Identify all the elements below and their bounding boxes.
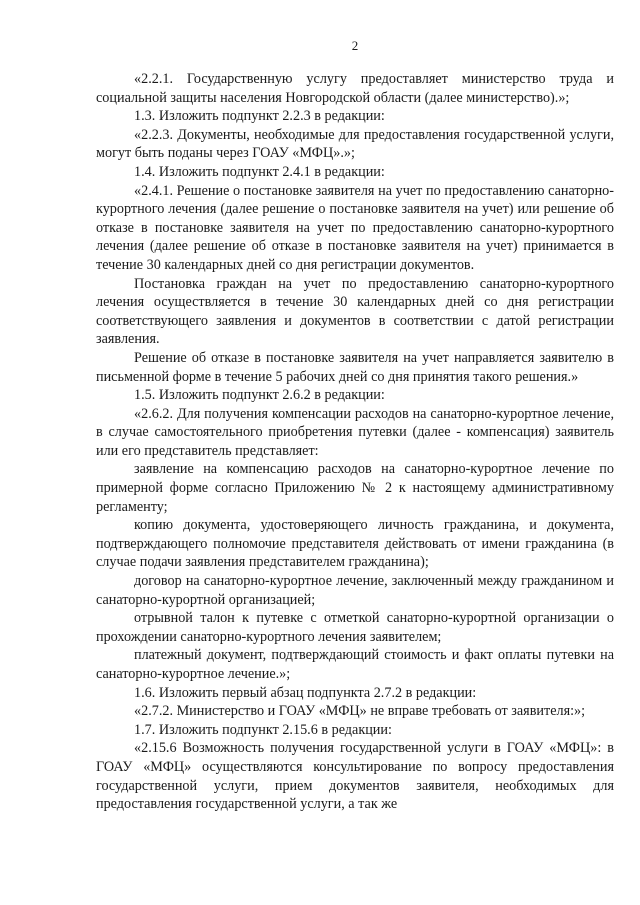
paragraph: заявление на компенсацию расходов на санаторно-курортное лечение по примерной форме согласно Приложению № 2 к настоящему административному регламенту; [96,461,614,515]
paragraph: «2.6.2. Для получения компенсации расходов на санаторно-курортное лечение, в случае самостоятельного приобретения путевки (далее - компенсация) заявитель или его представитель представляет: [96,405,614,459]
paragraph: 1.5. Изложить подпункт 2.6.2 в редакции: [134,387,385,404]
paragraph: «2.4.1. Решение о постановке заявителя на учет по предоставлению санаторно-курортного лечения (далее решение о постановке заявителя на учет) или решение об отказе в постановке заявителя на учет по предоставлению санаторно-курортного лечения (далее решение об отказе в постановке заявителя на учет) принимается в течение 30 календарных дней со дня регистрации документов. [96,182,614,273]
paragraph: копию документа, удостоверяющего личность гражданина, и документа, подтверждающего полномочие представителя действовать от имени гражданина (в случае подачи заявления представителем гражданина); [96,517,614,571]
paragraph: 1.7. Изложить подпункт 2.15.6 в редакции: [134,721,392,738]
paragraph: Решение об отказе в постановке заявителя на учет направляется заявителю в письменной форме в течение 5 рабочих дней со дня принятия такого решения.» [96,349,614,385]
paragraph: «2.2.1. Государственную услугу предоставляет министерство труда и социальной защиты населения Новгородской области (далее министерство).»; [96,71,614,106]
paragraph: «2.15.6 Возможность получения государственной услуги в ГОАУ «МФЦ»: в ГОАУ «МФЦ» осуществляются консультирование по вопросу предоставления государственной услуги, прием документов заявителя, необходимых для предоставления государственной услуги, а так же [96,740,614,813]
paragraph: платежный документ, подтверждающий стоимость и факт оплаты путевки на санаторно-курортное лечение.»; [96,647,614,682]
paragraph: 1.6. Изложить первый абзац подпункта 2.7.2 в редакции: [134,684,477,701]
paragraph: 1.4. Изложить подпункт 2.4.1 в редакции: [134,163,385,180]
paragraph: договор на санаторно-курортное лечение, заключенный между гражданином и санаторно-курортной организацией; [96,573,614,608]
paragraph: 1.3. Изложить подпункт 2.2.3 в редакции: [134,108,385,125]
paragraph: «2.2.3. Документы, необходимые для предоставления государственной услуги, могут быть поданы через ГОАУ «МФЦ».»; [96,126,614,162]
page-number: 2 [351,38,359,53]
paragraph: «2.7.2. Министерство и ГОАУ «МФЦ» не вправе требовать от заявителя:»; [134,703,586,720]
paragraph: Постановка граждан на учет по предоставлению санаторно-курортного лечения осуществляется в течение 30 календарных дней со дня регистрации соответствующего заявления и документов в соответствии с датой регистрации заявления. [96,275,614,348]
paragraph: отрывной талон к путевке с отметкой санаторно-курортной организации о прохождении санаторно-курортного лечения заявителем; [96,610,614,645]
